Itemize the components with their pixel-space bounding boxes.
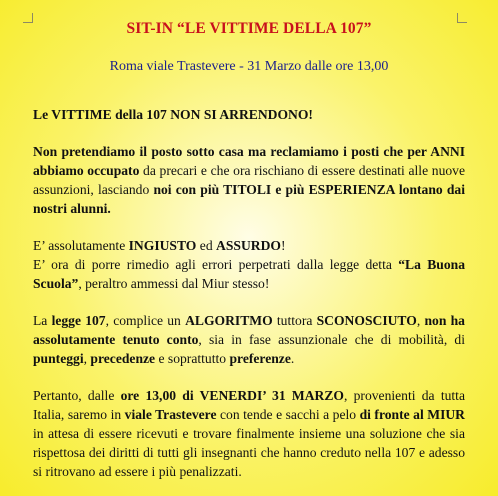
paragraph-claims <box>33 142 465 218</box>
flyer-title: SIT-IN “LE VITTIME DELLA 107” <box>126 20 372 37</box>
algorithm-text-5: , sia in fase assunzionale che di mobilità, di <box>198 332 465 347</box>
paragraph-injustice <box>33 236 465 293</box>
injustice-bold-assurdo: ASSURDO <box>216 238 281 253</box>
algorithm-text-1: La <box>33 313 52 328</box>
flyer-subtitle: Roma viale Trastevere - 31 Marzo dalle ore 13,00 <box>109 59 389 74</box>
algorithm-bold-legge: legge 107 <box>51 313 106 328</box>
event-bold-time: ore 13,00 di VENERDI’ 31 MARZO <box>120 388 344 403</box>
injustice-bold-buona-scuola: “La Buona Scuola” <box>33 257 465 291</box>
event-bold-place: viale Trastevere <box>124 407 217 422</box>
algorithm-bold-preferenze: preferenze <box>229 351 291 366</box>
claims-bold-lead: Non pretendiamo il posto sotto casa ma reclamiamo i posti che per ANNI abbiamo occupato <box>33 144 465 178</box>
algorithm-bold-sconosciuto: SCONOSCIUTO <box>316 313 417 328</box>
algorithm-text-3: tuttora <box>272 313 317 328</box>
algorithm-bold-precedenze: precedenze <box>90 351 156 366</box>
algorithm-text-6: , <box>83 351 91 366</box>
injustice-text-3: ! <box>281 238 286 253</box>
algorithm-text-7: e soprattutto <box>155 351 230 366</box>
injustice-text-2: ed <box>196 238 217 253</box>
injustice-text-5: , peraltro ammessi dal Miur stesso! <box>78 276 270 291</box>
paragraph-algorithm <box>33 311 465 368</box>
event-bold-miur: di fronte al MIUR <box>359 407 465 422</box>
algorithm-bold-punteggi: punteggi <box>33 351 84 366</box>
event-text-4: in attesa di essere ricevuti e trovare finalmente insieme una soluzione che sia rispettosa dei diritti di tutti gli insegnanti che hanno creduto nella 107 e adesso si ritrovano ad essere i più penalizzati. <box>33 426 465 479</box>
injustice-bold-ingiusto: INGIUSTO <box>128 238 197 253</box>
injustice-text-1: E’ assolutamente <box>33 238 129 253</box>
headline: Le VITTIME della 107 NON SI ARRENDONO! <box>33 107 313 122</box>
event-text-1: Pertanto, dalle <box>33 388 121 403</box>
algorithm-text-8: . <box>290 351 295 366</box>
algorithm-text-2: , complice un <box>105 313 186 328</box>
algorithm-text-4: , <box>416 313 425 328</box>
injustice-text-4: E’ ora di porre rimedio agli errori perpetrati dalla legge detta <box>33 257 399 272</box>
algorithm-bold-non-conto: non ha assolutamente tenuto conto <box>33 313 465 347</box>
page-corner-mark-top-left <box>23 13 33 23</box>
algorithm-bold-algoritmo: ALGORITMO <box>185 313 273 328</box>
claims-bold-tail: noi con più TITOLI e più ESPERIENZA lontano dai nostri alunni. <box>33 182 465 216</box>
paragraph-event <box>33 386 465 481</box>
flyer-page <box>33 18 465 481</box>
event-text-2: , provenienti da tutta Italia, saremo in <box>33 388 465 422</box>
claims-text: da precari e che ora rischiano di essere destinati alle nuove assunzioni, lasciando <box>33 163 465 197</box>
event-text-3: con tende e sacchi a pelo <box>216 407 360 422</box>
